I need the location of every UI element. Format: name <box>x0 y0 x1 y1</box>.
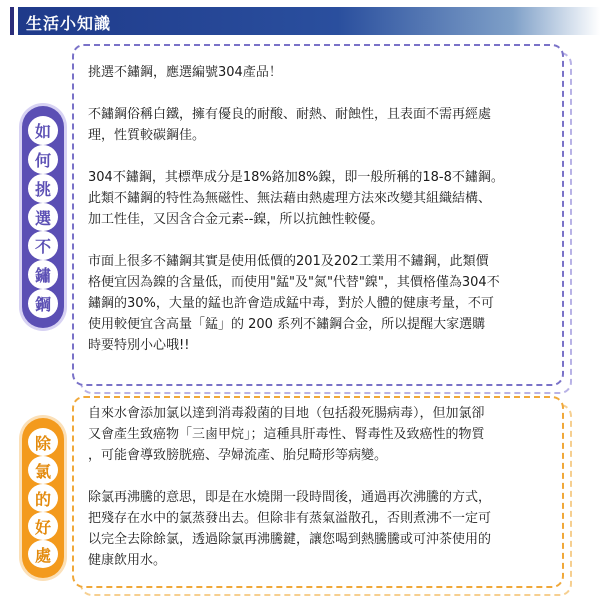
header-accent-bar <box>10 7 14 35</box>
stainless-paragraph: 市面上很多不鏽鋼其實是使用低價的201及202工業用不鏽鋼，此類價 格便宜因為鎳的含量低，而使用"錳"及"氮"代替"鎳"，其價格僅為304不 鏽鋼的30%，大量的錳也許會造成錳中毒，對於人體的健康考量，不可 使用較便宜含高量「錳」的 200 系列不鏽鋼合金，所以提醒大家選購 時要特別小心哦!! <box>88 254 500 353</box>
vertical-title-char: 選 <box>28 203 58 232</box>
stainless-paragraph: 不鏽鋼俗稱白鐵，擁有優良的耐酸、耐熱、耐蝕性，且表面不需再經處 理，性質較碳鋼佳。 <box>88 107 492 143</box>
vertical-title-char: 鏽 <box>28 260 58 289</box>
vertical-title-char: 如 <box>28 116 58 145</box>
vertical-title-char: 鋼 <box>28 289 58 318</box>
vertical-title-char: 挑 <box>28 174 58 203</box>
vertical-title-char: 好 <box>28 512 58 540</box>
dechlorination-paragraph: 除氯再沸騰的意思，即是在水燒開一段時間後，通過再次沸騰的方式， 把殘存在水中的氯蒸發出去。但除非有蒸氣溢散孔，否則煮沸不一定可 以完全去除餘氯，透過除氯再沸騰鍵，讓您喝到熱騰騰或可沖茶使用的 健康飲用水。 <box>88 490 492 568</box>
vertical-title-char: 不 <box>28 231 58 260</box>
dechlorination-vertical-title <box>22 418 64 578</box>
vertical-title-char: 處 <box>28 540 58 568</box>
header-title: 生活小知識 <box>26 14 112 33</box>
stainless-paragraph: 304不鏽鋼，其標準成分是18%鉻加8%鎳，即一般所稱的18-8不鏽鋼。 此類不鏽鋼的特性為無磁性、無法藉由熱處理方法來改變其組織結構、 加工性佳，又因含合金元素--鎳，所以抗蝕性較優。 <box>88 170 504 227</box>
dechlorination-content <box>88 403 553 571</box>
section-header <box>0 0 600 42</box>
stainless-paragraph: 挑選不鏽鋼，應選編號304產品！ <box>88 65 282 80</box>
dechlorination-paragraph: 自來水會添加氯以達到消毒殺菌的目地（包括殺死腸病毒），但加氯卻 又會產生致癌物「三鹵甲烷」；這種具肝毒性、腎毒性及致癌性的物質 ，可能會導致膀胱癌、孕婦流產、胎兒畸形等病變。 <box>88 406 485 463</box>
stainless-vertical-title <box>22 106 64 328</box>
vertical-title-char: 何 <box>28 145 58 174</box>
vertical-title-char: 氯 <box>28 456 58 484</box>
vertical-title-char: 的 <box>28 484 58 512</box>
stainless-content <box>88 62 553 356</box>
vertical-title-char: 除 <box>28 428 58 456</box>
